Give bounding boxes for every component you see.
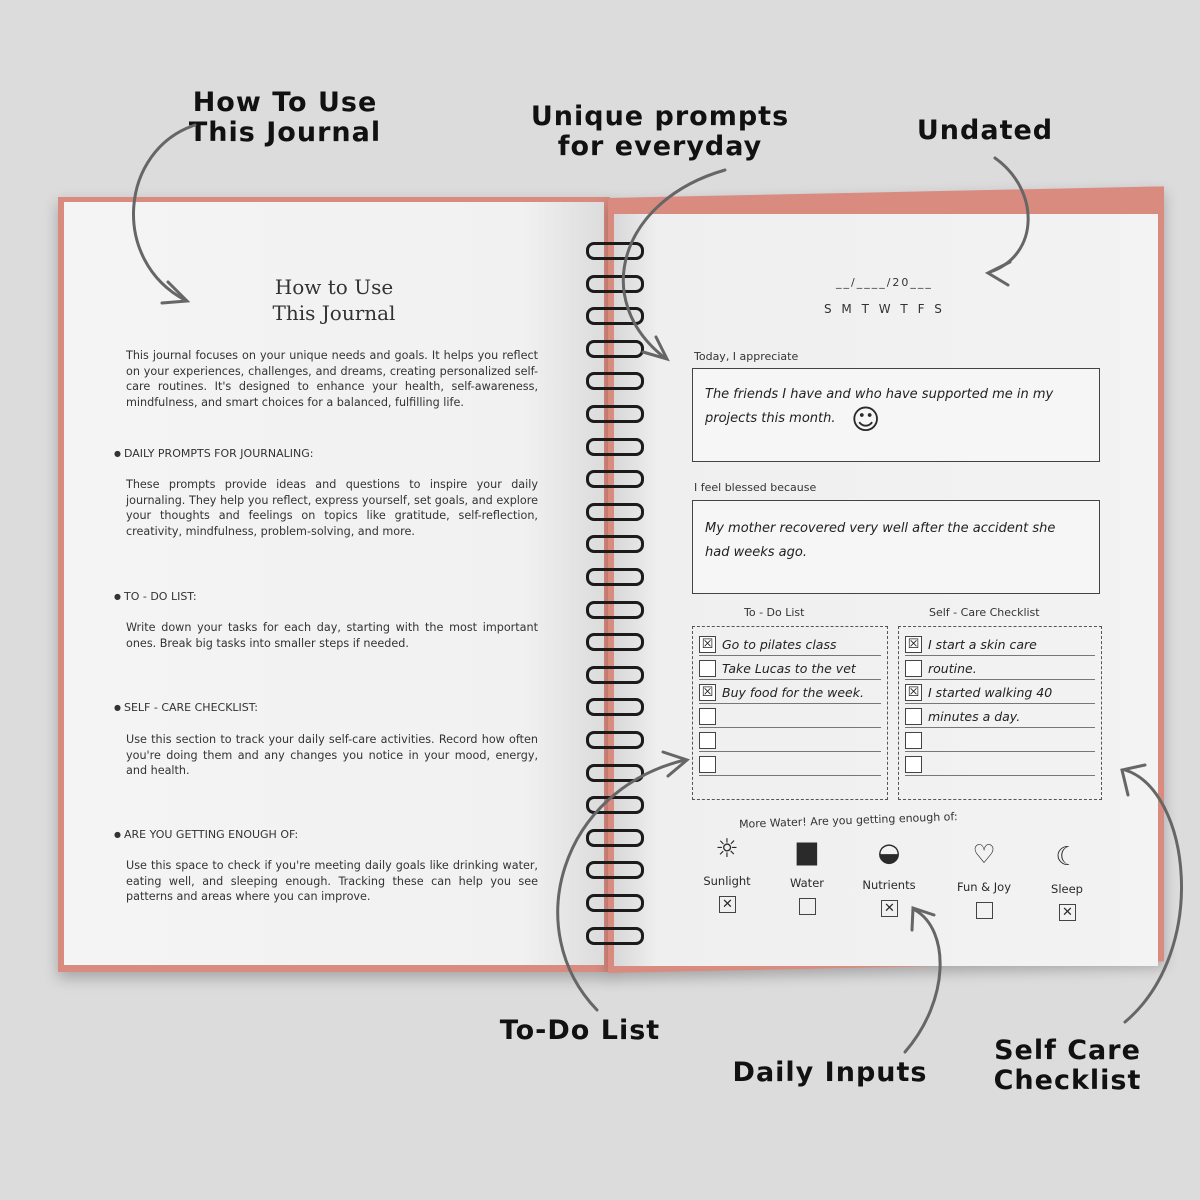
appreciate-text: The friends I have and who have supported me in my projects this month. — [705, 387, 1054, 426]
checklist-item-text: Buy food for the week. — [722, 684, 864, 700]
blessed-label: I feel blessed because — [694, 481, 817, 494]
checklist-item-text: minutes a day. — [928, 708, 1021, 724]
section-body-todo: Write down your tasks for each day, starting with the most important ones. Break big tasks into smaller steps if needed. — [126, 621, 538, 650]
sunlight-icon: ☼ — [715, 834, 739, 864]
callout-self-care: Self Care Checklist — [993, 1035, 1142, 1096]
section-heading-selfcare: ● SELF - CARE CHECKLIST: — [114, 701, 258, 714]
title-line-1: How to Use — [274, 275, 394, 299]
intro-text: This journal focuses on your unique needs and goals. It helps you reflect on your experiences, challenges, and dreams, creating personalized self-care routines. It's designed to enhance your health, self-awareness, mindfulness, and smart choices for a balanced, fulfilling life. — [126, 349, 538, 409]
section-heading-enough: ● ARE YOU GETTING ENOUGH OF: — [114, 828, 298, 841]
checklist-item-text: I start a skin care — [928, 636, 1037, 652]
checklist-item-text: I started walking 40 — [928, 684, 1053, 700]
fun-joy-icon: ♡ — [972, 840, 996, 870]
callout-undated: Undated — [916, 115, 1054, 146]
smiley-icon: ☺ — [851, 403, 881, 436]
input-label: Water — [790, 876, 824, 890]
checkbox[interactable]: ☒ — [699, 684, 716, 701]
nutrients-icon: ◒ — [877, 838, 901, 868]
section-body-selfcare: Use this section to track your daily self-care activities. Record how often you're doing them and any changes you notice in your mood, energy, and health. — [126, 733, 538, 777]
appreciate-label: Today, I appreciate — [694, 350, 799, 363]
callout-todo: To-Do List — [499, 1015, 661, 1046]
input-label: Nutrients — [862, 878, 916, 892]
arrow-how-to-use — [134, 125, 195, 300]
selfcare-title: Self - Care Checklist — [929, 606, 1040, 619]
checklist-item-text: Go to pilates class — [722, 636, 837, 652]
section-body-prompts: These prompts provide ideas and questions to inspire your daily journaling. They help you reflect, express yourself, set goals, and explore your thoughts and feelings on topics like gratitude, self-reflection, creativity, mindfulness, problem-solving, and more. — [126, 478, 538, 538]
section-heading-prompts: ● DAILY PROMPTS FOR JOURNALING: — [114, 447, 313, 460]
blessed-text: My mother recovered very well after the accident she had weeks ago. — [705, 521, 1056, 560]
input-label: Sleep — [1051, 882, 1083, 896]
enough-title: More Water! Are you getting enough of: — [738, 810, 958, 831]
checkbox[interactable]: ☒ — [905, 684, 922, 701]
input-checkbox[interactable]: ✕ — [719, 896, 736, 913]
arrow-daily-inputs — [905, 910, 940, 1052]
arrow-undated — [990, 158, 1028, 272]
callout-how-to-use: How To Use This Journal — [188, 87, 382, 148]
input-checkbox[interactable]: ✕ — [881, 900, 898, 917]
checklist-item-text: Take Lucas to the vet — [722, 660, 856, 676]
section-heading-todo: ● TO - DO LIST: — [114, 590, 197, 603]
sleep-icon: ☾ — [1055, 842, 1079, 872]
water-icon: ▆ — [797, 836, 817, 866]
callout-daily-inputs: Daily Inputs — [732, 1057, 928, 1088]
input-label: Fun & Joy — [956, 880, 1012, 894]
todo-title: To - Do List — [744, 606, 805, 619]
date-line: __/____/20___ — [836, 276, 933, 289]
input-label: Sunlight — [703, 874, 751, 888]
arrow-self-care — [1125, 770, 1181, 1022]
input-checkbox[interactable]: ✕ — [1059, 904, 1076, 921]
callout-unique-prompts: Unique prompts for everyday — [530, 101, 790, 162]
checklist-item-text: routine. — [928, 660, 977, 676]
section-body-enough: Use this space to check if you're meeting daily goals like drinking water, eating well, and sleeping enough. Tracking these can help you see patterns and areas where you can improve. — [126, 859, 538, 903]
title-line-2: This Journal — [272, 301, 396, 325]
weekdays: S M T W T F S — [824, 302, 945, 316]
arrow-prompts — [623, 170, 725, 358]
arrow-todo — [558, 760, 685, 1010]
checkbox[interactable]: ☒ — [905, 636, 922, 653]
checkbox[interactable]: ☒ — [699, 636, 716, 653]
